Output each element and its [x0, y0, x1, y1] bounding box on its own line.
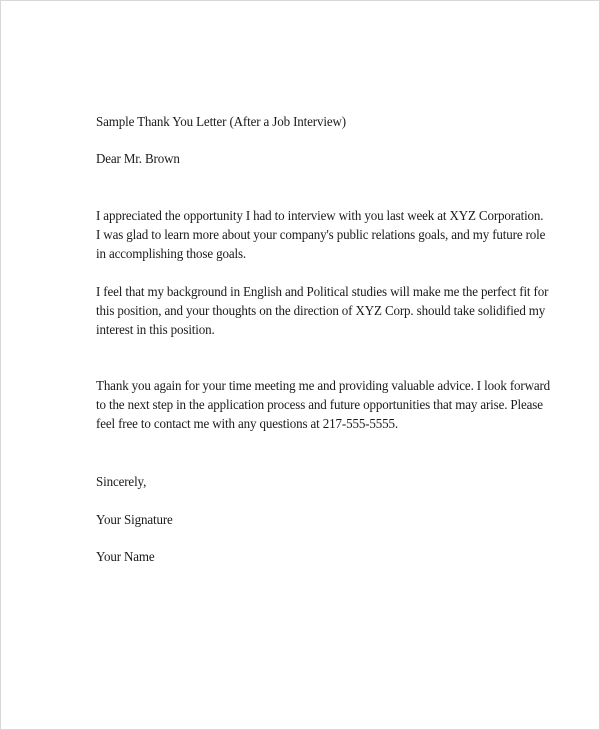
- paragraph-3-line: to the next step in the application process and future opportunities that may arise. Please: [96, 398, 543, 413]
- closing: Sincerely,: [96, 475, 147, 490]
- letter-title: Sample Thank You Letter (After a Job Interview): [96, 115, 346, 130]
- paragraph-2-line: interest in this position.: [96, 323, 215, 338]
- paragraph-2-line: this position, and your thoughts on the direction of XYZ Corp. should take solidified my: [96, 304, 546, 319]
- paragraph-1-line: in accomplishing those goals.: [96, 247, 247, 262]
- paragraph-3-line: feel free to contact me with any questions at 217-555-5555.: [96, 417, 398, 432]
- paragraph-2-line: I feel that my background in English and Political studies will make me the perfect fit for: [96, 285, 549, 300]
- sender-name: Your Name: [96, 550, 155, 565]
- paragraph-3-line: Thank you again for your time meeting me and providing valuable advice. I look forward: [96, 379, 551, 394]
- paragraph-1-line: I appreciated the opportunity I had to interview with you last week at XYZ Corporation.: [96, 209, 544, 224]
- paragraph-1-line: I was glad to learn more about your company's public relations goals, and my future role: [96, 228, 546, 243]
- salutation: Dear Mr. Brown: [96, 152, 180, 167]
- signature: Your Signature: [96, 513, 173, 528]
